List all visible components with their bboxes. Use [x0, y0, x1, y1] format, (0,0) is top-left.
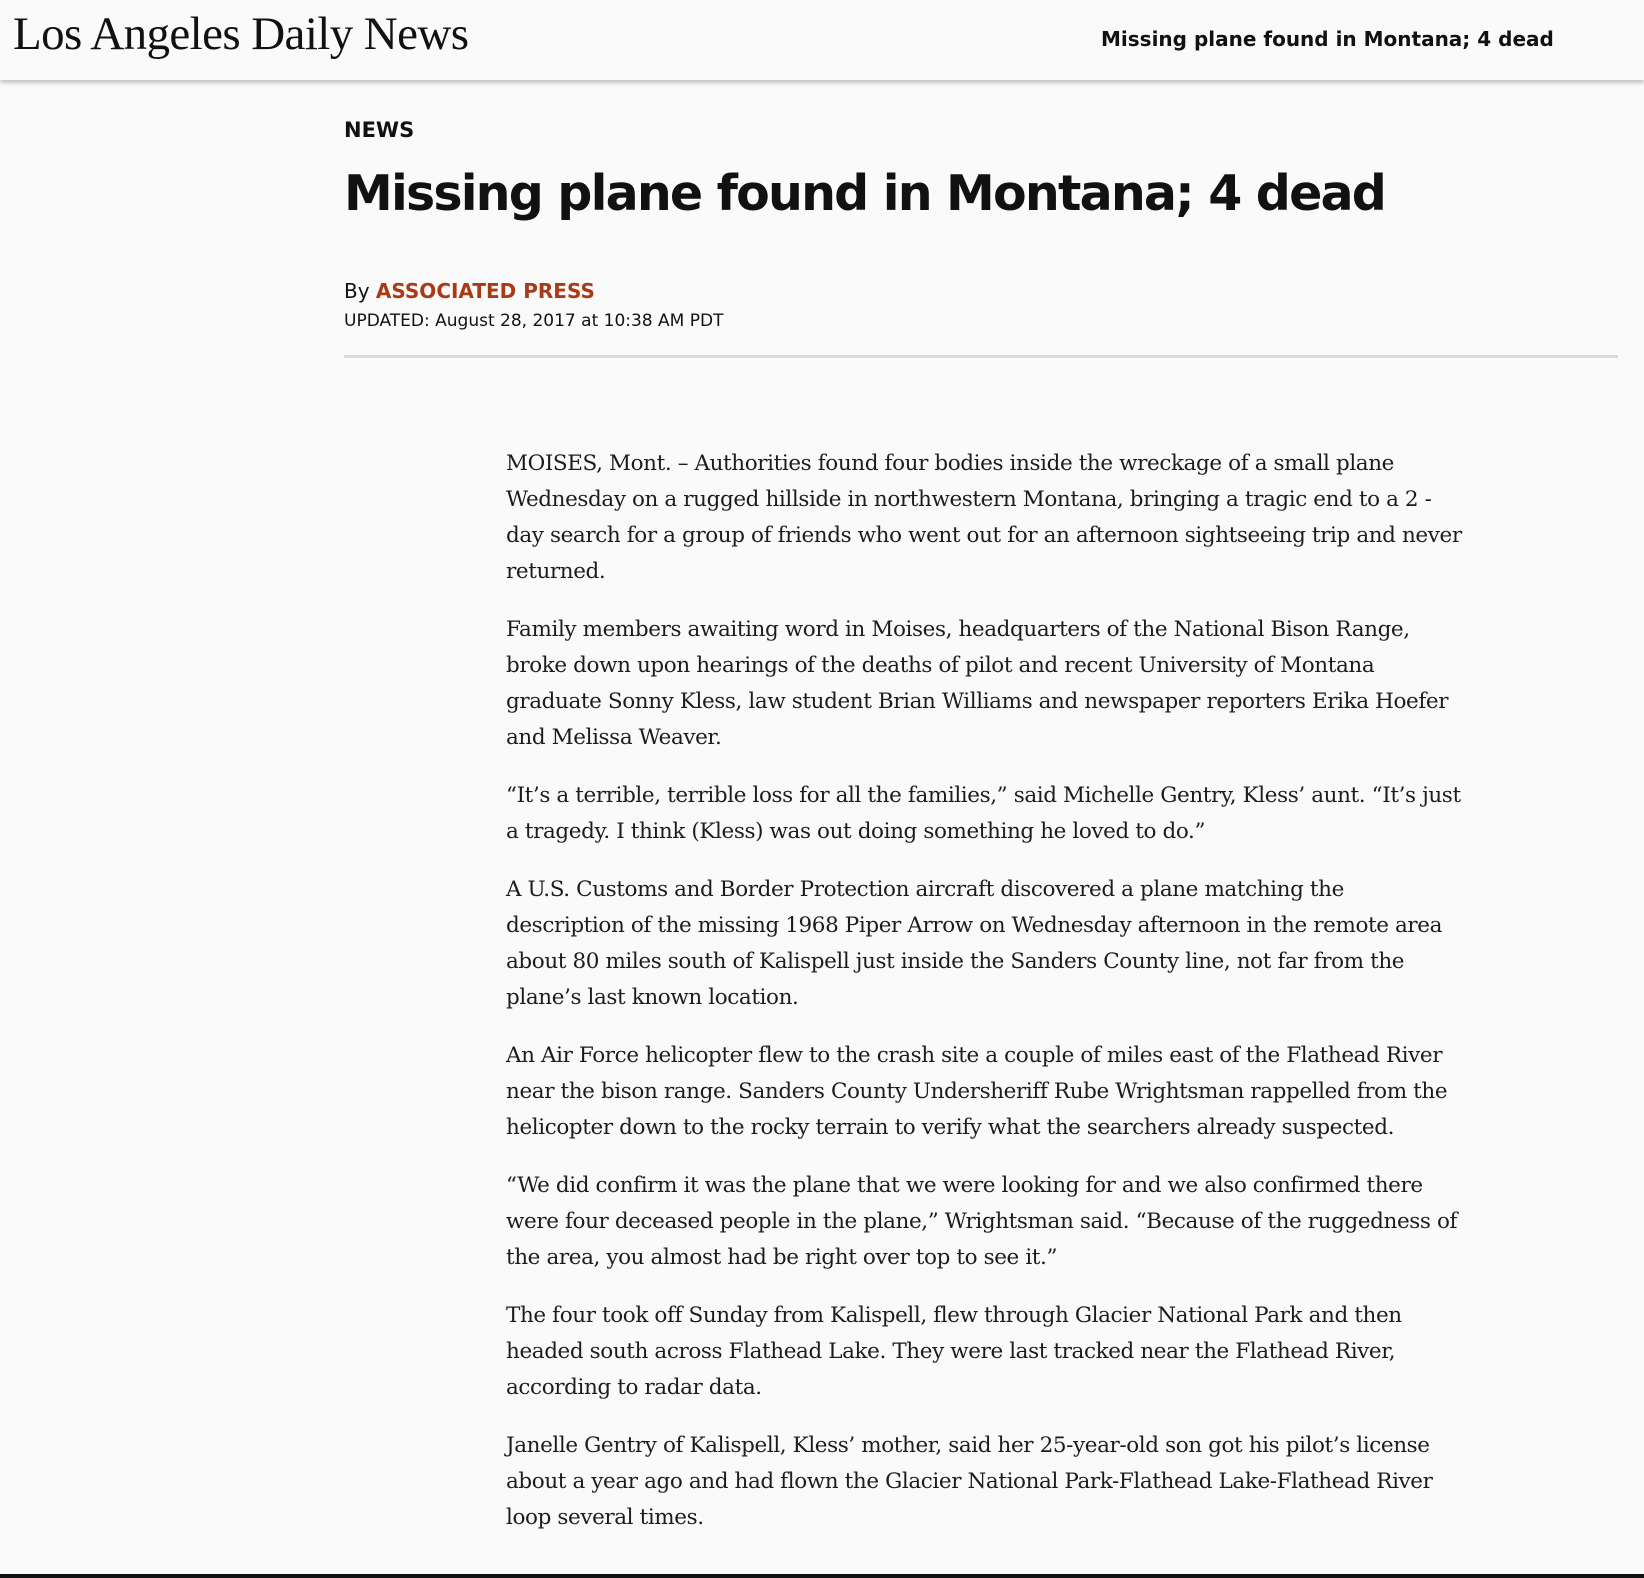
- article-paragraph: A U.S. Customs and Border Protection aircraft discovered a plane matching the description of the missing 1968 Piper Arrow on Wednesday afternoon in the remote area about 80 miles south of Kalispell just inside the Sanders County line, not far from the plane’s last known location.: [506, 877, 1443, 1010]
- article-paragraph: The four took off Sunday from Kalispell, flew through Glacier National Park and then headed south across Flathead Lake. They were last tracked near the Flathead River, according to radar data.: [506, 1303, 1402, 1400]
- article-paragraph: An Air Force helicopter flew to the crash site a couple of miles east of the Flathead River near the bison range. Sanders County Undersheriff Rube Wrightsman rappelled from the helicopter down to the rocky terrain to verify what the searchers already suspected.: [506, 1043, 1448, 1140]
- updated-timestamp: UPDATED: August 28, 2017 at 10:38 AM PDT: [344, 311, 724, 331]
- author-link[interactable]: ASSOCIATED PRESS: [375, 279, 595, 303]
- article-paragraph: “It’s a terrible, terrible loss for all the families,” said Michelle Gentry, Kless’ aunt. “It’s just a tragedy. I think (Kless) was out doing something he loved to do.”: [506, 783, 1461, 844]
- byline: [344, 277, 595, 305]
- header-divider: [344, 355, 1618, 358]
- article-body: [506, 446, 1466, 1558]
- sticky-headline: Missing plane found in Montana; 4 dead: [1101, 27, 1554, 51]
- article-paragraph: Janelle Gentry of Kalispell, Kless’ mother, said her 25-year-old son got his pilot’s license about a year ago and had flown the Glacier National Park-Flathead Lake-Flathead River loop several times.: [506, 1433, 1433, 1530]
- site-logo[interactable]: Los Angeles Daily News: [13, 8, 469, 60]
- article-paragraph: Family members awaiting word in Moises, headquarters of the National Bison Range, broke down upon hearings of the deaths of pilot and recent University of Montana graduate Sonny Kless, law student Brian Williams and newspaper reporters Erika Hoefer and Melissa Weaver.: [506, 617, 1449, 750]
- byline-prefix: By: [344, 279, 370, 303]
- section-label[interactable]: NEWS: [344, 118, 415, 142]
- article-headline: Missing plane found in Montana; 4 dead: [344, 165, 1386, 222]
- site-header: [0, 0, 1644, 80]
- article-paragraph: MOISES, Mont. – Authorities found four bodies inside the wreckage of a small plane Wednesday on a rugged hillside in northwestern Montana, bringing a tragic end to a 2 -day search for a group of friends who went out for an afternoon sightseeing trip and never returned.: [506, 451, 1462, 584]
- bottom-rule: [0, 1574, 1644, 1578]
- article-paragraph: “We did confirm it was the plane that we were looking for and we also confirmed there were four deceased people in the plane,” Wrightsman said. “Because of the ruggedness of the area, you almost had be right over top to see it.”: [506, 1173, 1458, 1270]
